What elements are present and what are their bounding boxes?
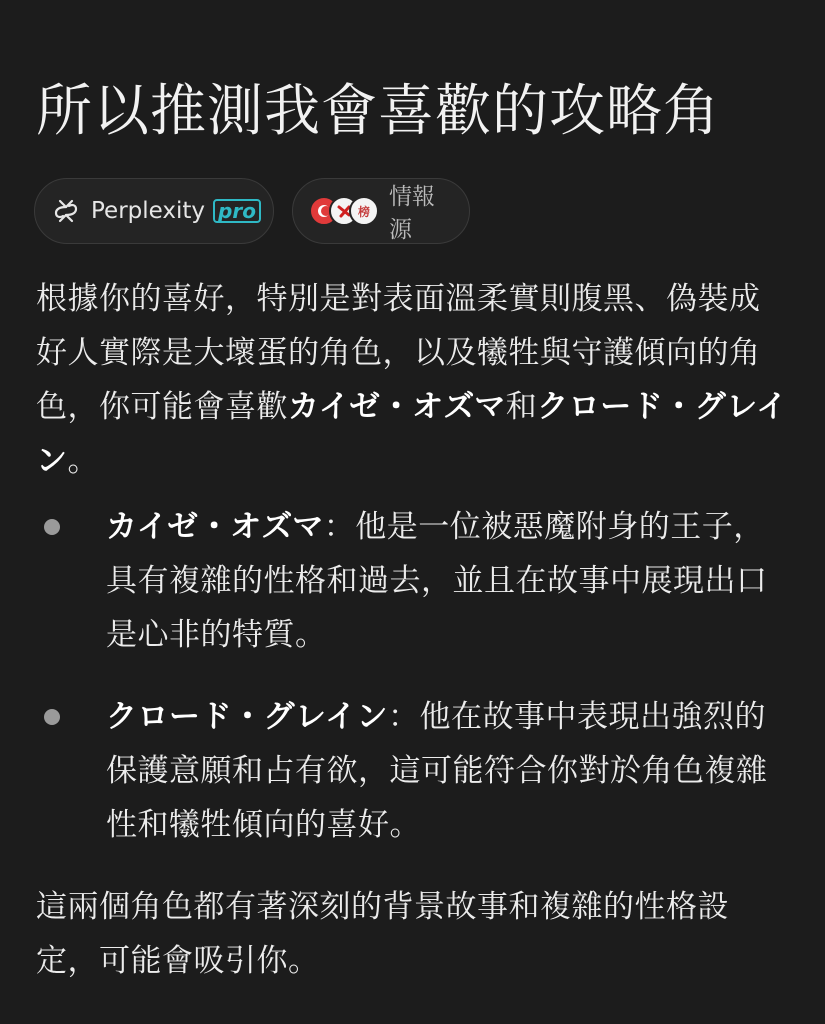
- intro-end: 。: [67, 443, 99, 479]
- character-name: カイゼ・オズマ: [288, 389, 506, 425]
- list-item: [36, 500, 788, 662]
- list-item: [36, 690, 788, 852]
- model-label: Perplexity: [91, 198, 206, 224]
- answer-chips: [34, 178, 470, 244]
- model-chip[interactable]: [34, 178, 274, 244]
- sources-label: 情報源: [389, 184, 435, 243]
- page-title: 所以推測我會喜歡的攻略角: [36, 79, 720, 144]
- pro-badge: pro: [213, 199, 261, 223]
- source-favicons: [309, 196, 379, 226]
- character-description: ：他在故事中表現出強烈的保護意願和占有欲，這可能符合你對於角色複雜性和犧牲傾向的喜好。: [106, 699, 768, 843]
- source-favicon-icon: 榜: [349, 196, 379, 226]
- intro-paragraph: [36, 272, 788, 488]
- character-description: ：他是一位被惡魔附身的王子，具有複雜的性格和過去，並且在故事中展現出口是心非的特質。: [106, 509, 768, 653]
- character-list: [36, 500, 788, 880]
- perplexity-logo-icon: [51, 195, 81, 227]
- intro-text: 根據你的喜好，特別是對表面溫柔實則腹黑、偽裝成好人實際是大壞蛋的角色，以及犧牲與守護傾向的角色，你可能會喜歡: [36, 281, 761, 425]
- character-name: クロード・グレイン: [106, 699, 388, 735]
- sources-chip[interactable]: [292, 178, 470, 244]
- bullet-icon: [44, 519, 60, 535]
- outro-paragraph: 這兩個角色都有著深刻的背景故事和複雜的性格設定，可能會吸引你。: [36, 889, 729, 979]
- intro-joiner: 和: [505, 389, 538, 425]
- character-name: クロード・グレイン: [36, 389, 788, 479]
- bullet-icon: [44, 709, 60, 725]
- character-name: カイゼ・オズマ: [106, 509, 324, 545]
